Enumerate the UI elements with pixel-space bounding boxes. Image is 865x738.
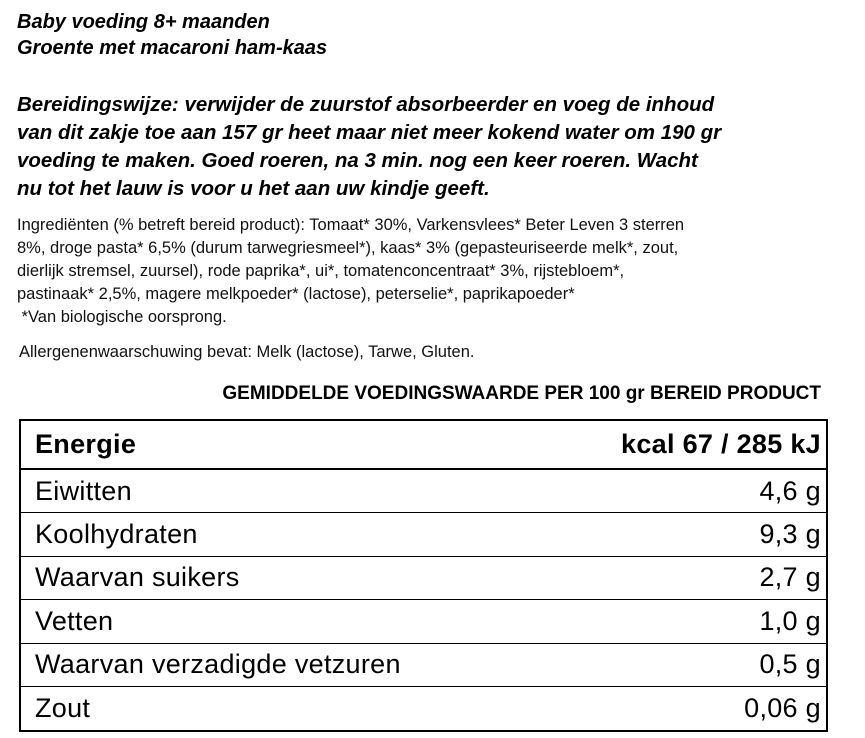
nutrition-row-fat — [21, 600, 826, 643]
allergen-warning: Allergenenwaarschuwing bevat: Melk (lactose), Tarwe, Gluten. — [19, 343, 475, 361]
nutrition-row-sugars — [21, 557, 826, 600]
nutrition-row-saturated-fat — [21, 644, 826, 687]
nutrition-row-protein — [21, 470, 826, 513]
nutrition-label: Eiwitten — [35, 475, 132, 506]
organic-note: *Van biologische oorsprong. — [17, 308, 227, 326]
nutrition-row-carbohydrates — [21, 513, 826, 556]
preparation-line: Bereidingswijze: verwijder de zuurstof absorbeerder en voeg de inhoud — [17, 93, 715, 116]
product-name: Groente met macaroni ham-kaas — [17, 37, 328, 59]
nutrition-value: kcal 67 / 285 kJ — [621, 429, 821, 459]
nutrition-value: 4,6 g — [759, 475, 821, 506]
nutrition-row-salt — [21, 687, 826, 730]
nutrition-label: Zout — [35, 693, 91, 724]
nutrition-value: 0,5 g — [759, 649, 821, 680]
nutrition-table-title: GEMIDDELDE VOEDINGSWAARDE PER 100 gr BEREID PRODUCT — [222, 383, 821, 404]
preparation-line: voeding te maken. Goed roeren, na 3 min. nog een keer roeren. Wacht — [17, 149, 698, 172]
nutrition-label: Waarvan suikers — [35, 562, 240, 593]
ingredients-line: Ingrediënten (% betreft bereid product): Tomaat* 30%, Varkensvlees* Beter Leven 3 sterren — [17, 216, 685, 234]
ingredients-line: dierlijk stremsel, zuursel), rode paprika*, ui*, tomatenconcentraat* 3%, rijstebloem*, — [17, 262, 625, 280]
ingredients-line: 8%, droge pasta* 6,5% (durum tarwegriesmeel*), kaas* 3% (gepasteuriseerde melk*, zout, — [17, 239, 679, 257]
nutrition-label: Energie — [35, 429, 137, 459]
nutrition-label: Vetten — [35, 605, 114, 636]
nutrition-row-energy — [21, 421, 826, 470]
product-header — [17, 9, 327, 61]
nutrition-label: Waarvan verzadigde vetzuren — [35, 649, 401, 680]
preparation-instructions — [17, 91, 857, 203]
ingredients-line: pastinaak* 2,5%, magere melkpoeder* (lactose), peterselie*, paprikapoeder* — [17, 285, 575, 303]
nutrition-value: 1,0 g — [759, 605, 821, 636]
nutrition-value: 9,3 g — [759, 519, 821, 550]
product-age-line: Baby voeding 8+ maanden — [17, 11, 270, 33]
nutrition-value: 0,06 g — [744, 693, 821, 724]
preparation-line: nu tot het lauw is voor u het aan uw kindje geeft. — [17, 177, 490, 200]
ingredients-list — [17, 214, 684, 329]
nutrition-table — [19, 419, 828, 732]
nutrition-label: Koolhydraten — [35, 519, 198, 550]
preparation-line: van dit zakje toe aan 157 gr heet maar niet meer kokend water om 190 gr — [17, 121, 722, 144]
nutrition-value: 2,7 g — [759, 562, 821, 593]
